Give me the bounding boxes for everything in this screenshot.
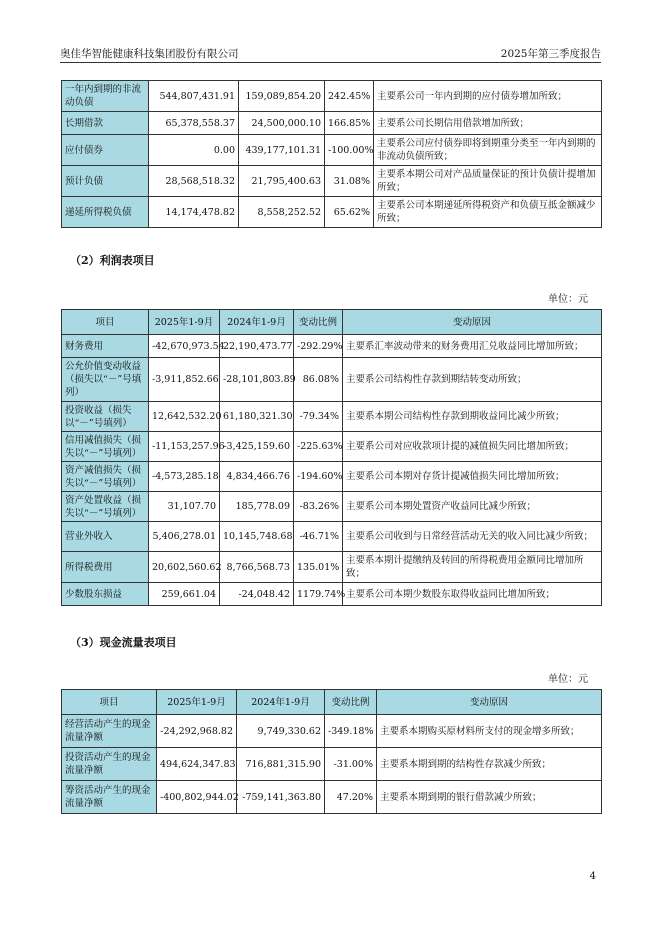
row-change-ratio: 1179.74% — [294, 583, 343, 606]
row-reason-cell: 主要系汇率波动带来的财务费用汇兑收益同比增加所致； — [343, 335, 602, 358]
row-item-cell: 应付债券 — [62, 135, 149, 166]
row-change-ratio: 242.45% — [325, 81, 374, 112]
row-change-ratio: -31.00% — [325, 748, 377, 781]
row-reason-cell: 主要系公司本期递延所得税资产和负债互抵金额减少所致； — [374, 197, 602, 228]
header-current-period: 2025年1-9月 — [157, 690, 237, 715]
row-reason-cell: 主要系公司收到与日常经营活动无关的收入同比减少所致； — [343, 522, 602, 552]
row-change-ratio: 65.62% — [325, 197, 374, 228]
table-row — [62, 81, 602, 112]
table-row — [62, 583, 602, 606]
row-change-ratio: -194.60% — [294, 462, 343, 492]
row-prior-value: 24,500,000.10 — [239, 112, 325, 135]
row-reason-cell: 主要系本期计提缴纳及转回的所得税费用金额同比增加所致； — [343, 552, 602, 583]
table-row — [62, 335, 602, 358]
cashflow-header-row — [62, 690, 602, 715]
row-change-ratio: -225.63% — [294, 432, 343, 462]
table-row — [62, 748, 602, 781]
report-title: 2025年第三季度报告 — [500, 48, 601, 60]
row-reason-cell: 主要系公司长期信用借款增加所致； — [374, 112, 602, 135]
row-reason-cell: 主要系公司对应收款项计提的减值损失同比增加所致； — [343, 432, 602, 462]
row-reason-cell: 主要系本期到期的银行借款减少所致； — [377, 781, 602, 814]
balance-sheet-table — [61, 80, 602, 228]
table-row — [62, 715, 602, 748]
table-row — [62, 522, 602, 552]
cashflow-statement-table — [61, 689, 602, 814]
row-current-value: 12,642,532.20 — [149, 402, 220, 432]
table-row — [62, 462, 602, 492]
header-prior-period: 2024年1-9月 — [237, 690, 325, 715]
row-current-value: 20,602,560.62 — [149, 552, 220, 583]
row-prior-value: 439,177,101.31 — [239, 135, 325, 166]
row-prior-value: 61,180,321.30 — [220, 402, 294, 432]
row-reason-cell: 主要系本期公司对产品质量保证的预计负债计提增加所致； — [374, 166, 602, 197]
income-section-title: （2）利润表项目 — [70, 254, 155, 267]
income-header-row — [62, 310, 602, 335]
row-current-value: 0.00 — [149, 135, 239, 166]
balance-sheet-body — [62, 81, 602, 228]
row-reason-cell: 主要系公司本期少数股东取得收益同比增加所致； — [343, 583, 602, 606]
row-prior-value: -28,101,803.89 — [220, 358, 294, 402]
row-item-cell: 资产减值损失（损失以“－”号填列） — [62, 462, 149, 492]
table-row — [62, 166, 602, 197]
row-change-ratio: -46.71% — [294, 522, 343, 552]
row-item-cell: 投资活动产生的现金流量净额 — [62, 748, 157, 781]
row-current-value: 544,807,431.91 — [149, 81, 239, 112]
row-prior-value: -24,048.42 — [220, 583, 294, 606]
row-current-value: 259,661.04 — [149, 583, 220, 606]
table-row — [62, 402, 602, 432]
header-reason: 变动原因 — [377, 690, 602, 715]
row-change-ratio: 135.01% — [294, 552, 343, 583]
row-change-ratio: 47.20% — [325, 781, 377, 814]
income-statement-table — [61, 309, 602, 606]
header-current-period: 2025年1-9月 — [149, 310, 220, 335]
table-row — [62, 781, 602, 814]
row-prior-value: -3,425,159.60 — [220, 432, 294, 462]
row-prior-value: 185,778.09 — [220, 492, 294, 522]
row-current-value: 5,406,278.01 — [149, 522, 220, 552]
table-row — [62, 197, 602, 228]
row-prior-value: 10,145,748.68 — [220, 522, 294, 552]
row-item-cell: 投资收益（损失以“－”号填列） — [62, 402, 149, 432]
header-item: 项目 — [62, 690, 157, 715]
row-current-value: 14,174,478.82 — [149, 197, 239, 228]
row-item-cell: 经营活动产生的现金流量净额 — [62, 715, 157, 748]
row-item-cell: 少数股东损益 — [62, 583, 149, 606]
table-row — [62, 135, 602, 166]
row-item-cell: 所得税费用 — [62, 552, 149, 583]
row-prior-value: -759,141,363.80 — [237, 781, 325, 814]
row-change-ratio: -83.26% — [294, 492, 343, 522]
row-prior-value: 8,766,568.73 — [220, 552, 294, 583]
row-reason-cell: 主要系公司本期对存货计提减值损失同比增加所致； — [343, 462, 602, 492]
row-change-ratio: 31.08% — [325, 166, 374, 197]
company-name: 奥佳华智能健康科技集团股份有限公司 — [60, 48, 239, 60]
row-item-cell: 信用减值损失（损失以“－”号填列） — [62, 432, 149, 462]
page-number: 4 — [589, 871, 596, 882]
row-reason-cell: 主要系本期公司结构性存款到期收益同比减少所致； — [343, 402, 602, 432]
income-unit-label: 单位：元 — [548, 294, 588, 305]
row-reason-cell: 主要系公司结构性存款到期结转变动所致； — [343, 358, 602, 402]
row-current-value: -3,911,852.66 — [149, 358, 220, 402]
table-row — [62, 552, 602, 583]
row-prior-value: 8,558,252.52 — [239, 197, 325, 228]
row-current-value: -42,670,973.54 — [149, 335, 220, 358]
row-change-ratio: -349.18% — [325, 715, 377, 748]
row-reason-cell: 主要系公司应付债券即将到期重分类至一年内到期的非流动负债所致； — [374, 135, 602, 166]
row-prior-value: 9,749,330.62 — [237, 715, 325, 748]
row-change-ratio: -292.29% — [294, 335, 343, 358]
cashflow-section-title: （3）现金流量表项目 — [70, 636, 177, 649]
table-row — [62, 112, 602, 135]
header-reason: 变动原因 — [343, 310, 602, 335]
row-item-cell: 预计负债 — [62, 166, 149, 197]
table-row — [62, 492, 602, 522]
row-change-ratio: 166.85% — [325, 112, 374, 135]
cashflow-statement-body — [62, 715, 602, 814]
header-prior-period: 2024年1-9月 — [220, 310, 294, 335]
row-reason-cell: 主要系本期到期的结构性存款减少所致； — [377, 748, 602, 781]
row-reason-cell: 主要系公司一年内到期的应付债券增加所致； — [374, 81, 602, 112]
row-prior-value: 21,795,400.63 — [239, 166, 325, 197]
row-reason-cell: 主要系本期购买原材料所支付的现金增多所致； — [377, 715, 602, 748]
row-item-cell: 长期借款 — [62, 112, 149, 135]
page-header — [60, 44, 601, 63]
cashflow-unit-label: 单位：元 — [548, 674, 588, 685]
row-prior-value: 4,834,466.76 — [220, 462, 294, 492]
row-item-cell: 公允价值变动收益（损失以“－”号填列） — [62, 358, 149, 402]
row-current-value: -11,153,257.96 — [149, 432, 220, 462]
row-current-value: -4,573,285.18 — [149, 462, 220, 492]
row-change-ratio: -100.00% — [325, 135, 374, 166]
row-item-cell: 营业外收入 — [62, 522, 149, 552]
row-item-cell: 财务费用 — [62, 335, 149, 358]
row-change-ratio: -79.34% — [294, 402, 343, 432]
row-change-ratio: 86.08% — [294, 358, 343, 402]
row-item-cell: 一年内到期的非流动负债 — [62, 81, 149, 112]
row-prior-value: 22,190,473.77 — [220, 335, 294, 358]
row-current-value: -400,802,944.02 — [157, 781, 237, 814]
table-row — [62, 432, 602, 462]
row-current-value: -24,292,968.82 — [157, 715, 237, 748]
row-current-value: 65,378,558.37 — [149, 112, 239, 135]
row-current-value: 494,624,347.83 — [157, 748, 237, 781]
row-prior-value: 716,881,315.90 — [237, 748, 325, 781]
header-change-ratio: 变动比例 — [325, 690, 377, 715]
row-item-cell: 资产处置收益（损失以“－”号填列） — [62, 492, 149, 522]
header-change-ratio: 变动比例 — [294, 310, 343, 335]
row-item-cell: 递延所得税负债 — [62, 197, 149, 228]
row-item-cell: 筹资活动产生的现金流量净额 — [62, 781, 157, 814]
row-current-value: 31,107.70 — [149, 492, 220, 522]
row-prior-value: 159,089,854.20 — [239, 81, 325, 112]
income-statement-body — [62, 335, 602, 606]
header-item: 项目 — [62, 310, 149, 335]
table-row — [62, 358, 602, 402]
row-current-value: 28,568,518.32 — [149, 166, 239, 197]
row-reason-cell: 主要系公司本期处置资产收益同比减少所致； — [343, 492, 602, 522]
